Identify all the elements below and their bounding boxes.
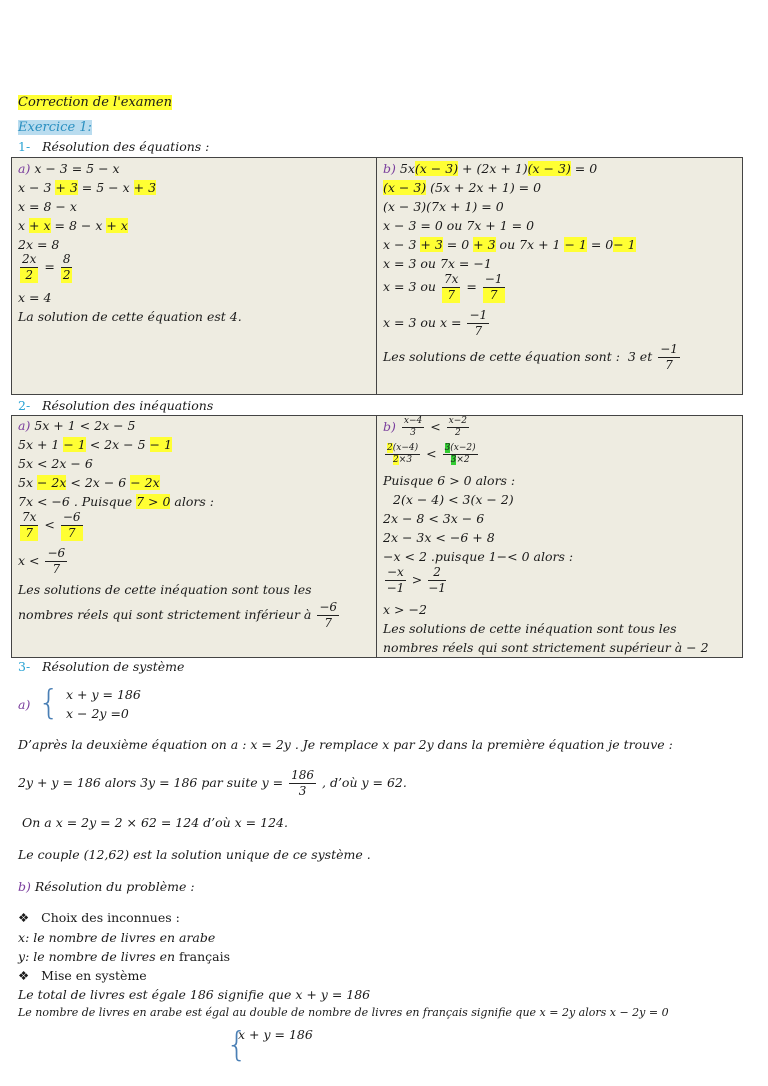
- eq-a-line2: x − 3 + 3 = 5 − x + 3: [18, 180, 157, 195]
- exercise-heading: [18, 120, 92, 135]
- document-title: [18, 95, 172, 110]
- ineq-a-line3: 5x < 2x − 6: [18, 456, 93, 471]
- section1-heading: [18, 139, 209, 154]
- problem-heading: b) Résolution du problème :: [18, 879, 195, 894]
- section2-number: 2-: [18, 398, 31, 413]
- eq-a-line3: x = 8 − x: [18, 199, 77, 214]
- paragraph-total: Le total de livres est égale 186 signifie que x + y = 186: [18, 987, 371, 1002]
- fraction: $\frac{2x}{2}$: [22, 252, 37, 282]
- table-divider: [376, 416, 377, 657]
- fraction: $\frac{-1}{7}$: [484, 272, 503, 302]
- fraction: $\frac{-x}{-1}$: [386, 565, 405, 595]
- fraction: $\frac{7x}{7}$: [443, 272, 459, 302]
- ineq-b-line9: x > −2: [383, 602, 427, 617]
- paragraph-substitution: D’après la deuxième équation on a : x = 2y . Je remplace x par 2y dans la première équation je trouve :: [18, 737, 673, 752]
- definition-x: x: le nombre de livres en arabe: [18, 930, 216, 945]
- eq-a-conclusion: La solution de cette équation est 4.: [18, 309, 242, 324]
- eq-b-conclusion: Les solutions de cette équation sont : 3 et $\frac{-1}{7}$: [383, 342, 678, 372]
- eq-b-line4: x − 3 = 0 ou 7x + 1 = 0: [383, 218, 535, 233]
- fraction: $\frac{186}{3}$: [291, 768, 315, 798]
- ineq-a-line1: a) 5x + 1 < 2x − 5: [18, 418, 136, 433]
- eq-a-line5: 2x = 8: [18, 237, 60, 252]
- system-a-eq1: x + y = 186: [66, 687, 141, 702]
- definition-y: y: le nombre de livres en français: [18, 949, 230, 964]
- eq-b-line1: b) 5x(x − 3) + (2x + 1)(x − 3) = 0: [383, 161, 598, 176]
- fraction: $\frac{2(x-4)}{2\times 3}$: [387, 443, 419, 465]
- ineq-a-line5: 7x < −6 . Puisque 7 > 0 alors :: [18, 494, 214, 509]
- ineq-a-line6: $\frac{7x}{7}$ < $\frac{-6}{7}$: [22, 510, 81, 540]
- fraction: $\frac{-6}{7}$: [319, 600, 338, 630]
- inequations-table: [11, 415, 743, 658]
- eq-a-line6: $\frac{2x}{2}$ = $\frac{8}{2}$: [22, 252, 71, 282]
- ineq-b-line8: $\frac{-x}{-1}$ > $\frac{2}{-1}$: [386, 565, 446, 595]
- eq-a-line7: x = 4: [18, 290, 52, 305]
- ineq-b-line3: Puisque 6 > 0 alors :: [383, 473, 516, 488]
- fraction: $\frac{3(x-2)}{3\times 2}$: [444, 443, 476, 465]
- ineq-b-conclusion2: nombres réels qui sont strictement supérieur à − 2: [383, 640, 709, 655]
- left-brace-icon: {: [38, 683, 60, 723]
- fraction: $\frac{-1}{7}$: [660, 342, 678, 372]
- fraction: $\frac{7x}{7}$: [22, 510, 37, 540]
- section2-heading: [18, 398, 213, 413]
- fraction: $\frac{-1}{7}$: [469, 308, 488, 338]
- system-b-eq1: x + y = 186: [238, 1027, 313, 1042]
- title-text: Correction de l'examen: [18, 95, 172, 110]
- fraction: $\frac{x-4}{3}$: [403, 416, 423, 438]
- eq-b-line8: x = 3 ou x = $\frac{-1}{7}$: [383, 308, 488, 338]
- eq-b-line2: (x − 3) (5x + 2x + 1) = 0: [383, 180, 542, 195]
- eq-b-line6: x = 3 ou 7x = −1: [383, 256, 492, 271]
- ineq-b-conclusion1: Les solutions de cette inéquation sont tous les: [383, 621, 677, 636]
- fraction: $\frac{-6}{7}$: [62, 510, 81, 540]
- eq-a-line1: a) x − 3 = 5 − x: [18, 161, 120, 176]
- bullet-choice-unknowns: ❖ Choix des inconnues :: [18, 910, 180, 925]
- ineq-a-line2: 5x + 1 − 1 < 2x − 5 − 1: [18, 437, 172, 452]
- system-a-label: a): [18, 697, 31, 712]
- system-a-eq2: x − 2y =0: [66, 706, 129, 721]
- exercise-text: Exercice 1:: [18, 120, 92, 135]
- bullet-system-setup: ❖ Mise en système: [18, 968, 147, 983]
- section1-title: Résolution des équations :: [42, 139, 210, 154]
- diamond-bullet-icon: ❖: [18, 910, 30, 925]
- ineq-a-line7: x < $\frac{-6}{7}$: [18, 546, 66, 576]
- ineq-b-line7: −x < 2 .puisque 1−< 0 alors :: [383, 549, 574, 564]
- ineq-b-line6: 2x − 3x < −6 + 8: [383, 530, 495, 545]
- ineq-b-line5: 2x − 8 < 3x − 6: [383, 511, 485, 526]
- ineq-a-line4: 5x − 2x < 2x − 6 − 2x: [18, 475, 160, 490]
- eq-b-line3: (x − 3)(7x + 1) = 0: [383, 199, 504, 214]
- equations-table: [11, 157, 743, 395]
- fraction: $\frac{2}{-1}$: [428, 565, 446, 595]
- eq-b-line7: x = 3 ou $\frac{7x}{7}$ = $\frac{-1}{7}$: [383, 272, 503, 302]
- section1-number: 1-: [18, 139, 31, 154]
- section2-title: Résolution des inéquations: [42, 398, 214, 413]
- fraction: $\frac{8}{2}$: [62, 252, 71, 282]
- eq-b-line5: x − 3 + 3 = 0 + 3 ou 7x + 1 − 1 = 0− 1: [383, 237, 636, 252]
- section3-number: 3-: [18, 659, 31, 674]
- ineq-b-line2: $\frac{2(x-4)}{2\times 3}$ < $\frac{3(x-2)}{3\times 2}$: [387, 443, 476, 465]
- ineq-a-conclusion2: nombres réels qui sont strictement inférieur à $\frac{-6}{7}$: [18, 600, 338, 630]
- ineq-b-line4: 2(x − 4) < 3(x − 2): [393, 492, 514, 507]
- section3-title: Résolution de système: [42, 659, 185, 674]
- fraction: $\frac{x-2}{2}$: [448, 416, 468, 438]
- table-divider: [376, 158, 377, 394]
- ineq-b-line1: b) $\frac{x-4}{3}$ < $\frac{x-2}{2}$: [383, 416, 468, 438]
- section3-heading: [18, 659, 184, 674]
- paragraph-unique-solution: Le couple (12,62) est la solution unique de ce système .: [18, 847, 371, 862]
- left-brace-icon: {: [226, 1025, 248, 1065]
- paragraph-solve-x: On a x = 2y = 2 × 62 = 124 d’où x = 124.: [22, 815, 288, 830]
- diamond-bullet-icon: ❖: [18, 968, 30, 983]
- eq-a-line4: x + x = 8 − x + x: [18, 218, 128, 233]
- ineq-a-conclusion1: Les solutions de cette inéquation sont tous les: [18, 582, 312, 597]
- paragraph-solve-y: 2y + y = 186 alors 3y = 186 par suite y = $\frac{186}{3}$ , d’où y = 62.: [18, 768, 407, 798]
- fraction: $\frac{-6}{7}$: [47, 546, 66, 576]
- paragraph-double: Le nombre de livres en arabe est égal au double de nombre de livres en français signifie que x = 2y alors x − 2y = 0: [18, 1006, 669, 1019]
